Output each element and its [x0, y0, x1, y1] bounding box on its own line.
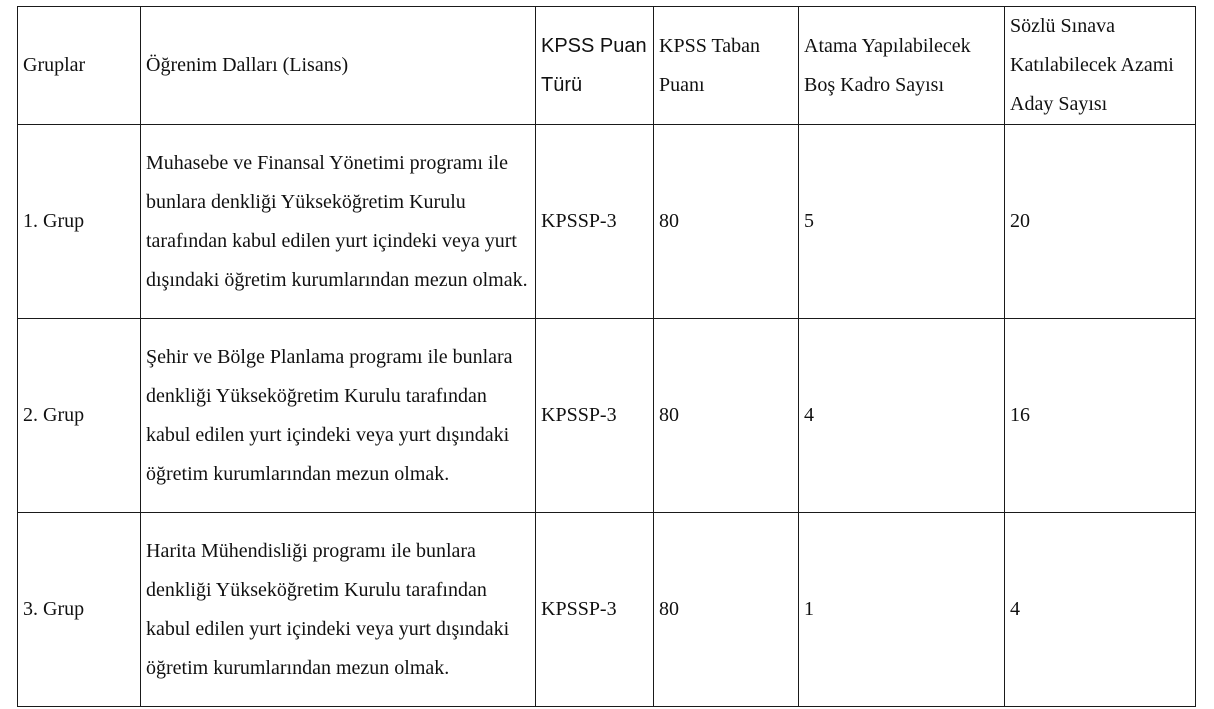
vacancies-value: 4	[804, 404, 814, 426]
score-type-cell	[536, 319, 654, 513]
group-label: 3. Grup	[23, 598, 85, 620]
table-header-row	[18, 7, 1196, 125]
header-groups-label: Gruplar	[23, 54, 86, 76]
table-row	[18, 125, 1196, 319]
max-candidates-value: 4	[1010, 598, 1020, 620]
header-cell-max-candidates	[1005, 7, 1196, 125]
base-score-value: 80	[659, 404, 679, 426]
max-candidates-cell	[1005, 125, 1196, 319]
table-row	[18, 513, 1196, 707]
header-cell-groups	[18, 7, 141, 125]
group-label: 2. Grup	[23, 404, 85, 426]
recruitment-table	[17, 6, 1196, 707]
group-label: 1. Grup	[23, 210, 85, 232]
field-description: Harita Mühendisliği programı ile bunlara denkliği Yükseköğretim Kurulu tarafından kabul edilen yurt içindeki veya yurt dışındaki öğretim kurumlarından mezun olmak.	[146, 539, 510, 679]
score-type-cell	[536, 513, 654, 707]
header-cell-fields	[141, 7, 536, 125]
group-cell	[18, 319, 141, 513]
field-cell	[141, 513, 536, 707]
base-score-cell	[654, 319, 799, 513]
vacancies-cell	[799, 319, 1005, 513]
group-cell	[18, 513, 141, 707]
base-score-value: 80	[659, 598, 679, 620]
score-type-value: KPSSP-3	[541, 404, 617, 426]
header-cell-score-type	[536, 7, 654, 125]
score-type-value: KPSSP-3	[541, 210, 617, 232]
max-candidates-cell	[1005, 319, 1196, 513]
vacancies-value: 5	[804, 210, 814, 232]
field-cell	[141, 319, 536, 513]
score-type-cell	[536, 125, 654, 319]
score-type-value: KPSSP-3	[541, 598, 617, 620]
vacancies-value: 1	[804, 598, 814, 620]
base-score-value: 80	[659, 210, 679, 232]
field-description: Muhasebe ve Finansal Yönetimi programı ile bunlara denkliği Yükseköğretim Kurulu tarafından kabul edilen yurt içindeki veya yurt dışındaki öğretim kurumlarından mezun olmak.	[146, 151, 528, 291]
vacancies-cell	[799, 513, 1005, 707]
header-score-type-label: KPSS Puan Türü	[541, 34, 647, 96]
header-base-score-label: KPSS Taban Puanı	[659, 34, 761, 96]
max-candidates-cell	[1005, 513, 1196, 707]
base-score-cell	[654, 513, 799, 707]
header-vacancies-label: Atama Yapılabilecek Boş Kadro Sayısı	[804, 34, 971, 96]
group-cell	[18, 125, 141, 319]
header-cell-base-score	[654, 7, 799, 125]
max-candidates-value: 16	[1010, 404, 1030, 426]
field-description: Şehir ve Bölge Planlama programı ile bunlara denkliği Yükseköğretim Kurulu tarafından kabul edilen yurt içindeki veya yurt dışındaki öğretim kurumlarından mezun olmak.	[146, 345, 513, 485]
header-cell-vacancies	[799, 7, 1005, 125]
header-max-candidates-label: Sözlü Sınava Katılabilecek Azami Aday Sayısı	[1010, 15, 1174, 115]
max-candidates-value: 20	[1010, 210, 1030, 232]
field-cell	[141, 125, 536, 319]
header-fields-label: Öğrenim Dalları (Lisans)	[146, 54, 349, 76]
vacancies-cell	[799, 125, 1005, 319]
table-row	[18, 319, 1196, 513]
base-score-cell	[654, 125, 799, 319]
